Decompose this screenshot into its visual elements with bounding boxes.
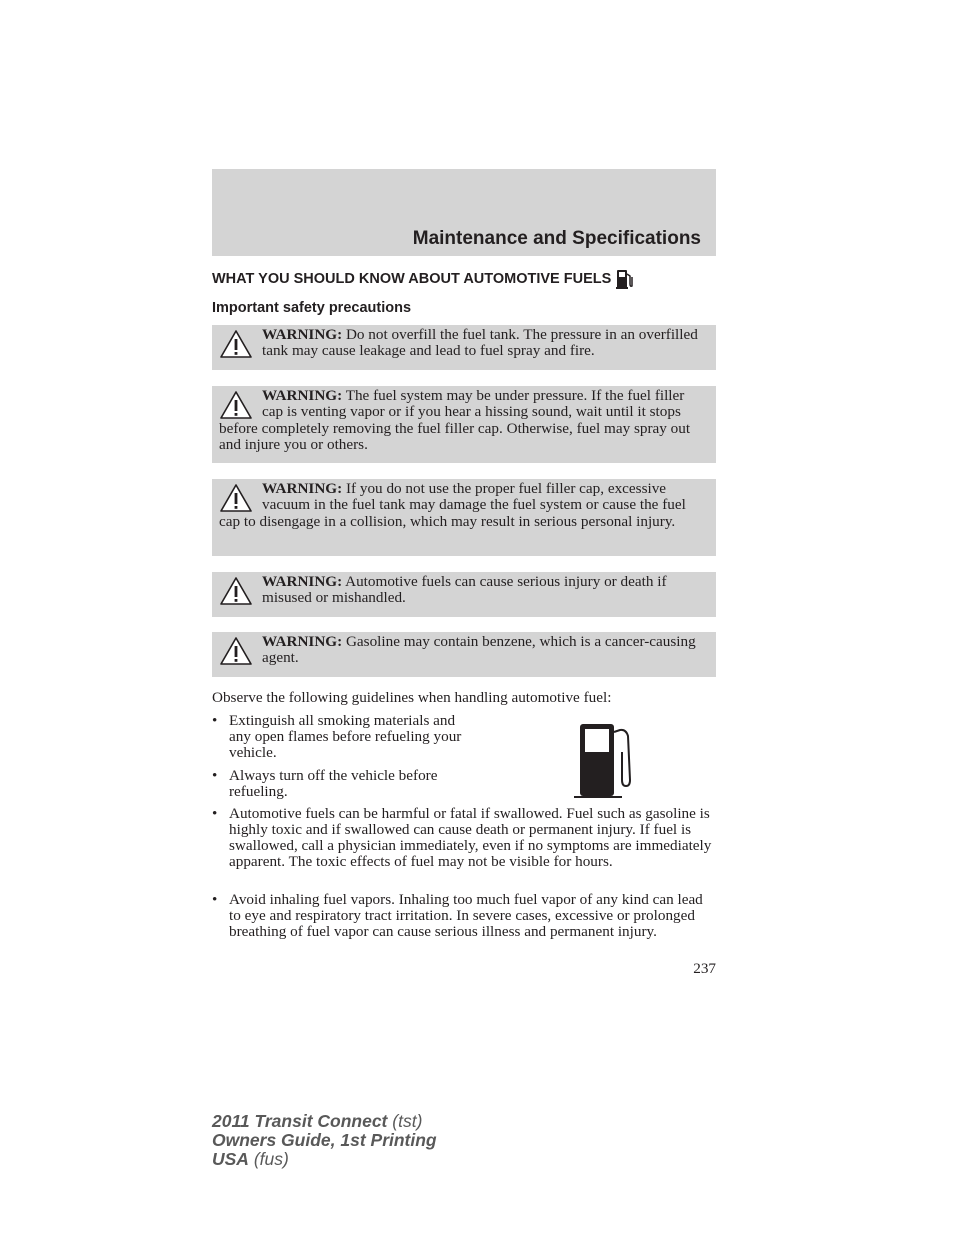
footer-region: USA [212,1149,249,1169]
warning-text: If you do not use the proper fuel filler cap, excessive vacuum in the fuel tank may damage the fuel system or cause the fuel cap to disengage in a collision, which may result in serious personal injury. [219,480,686,530]
guidelines-intro: Observe the following guidelines when handling automotive fuel: [212,689,612,706]
footer-line-guide [212,1131,437,1150]
list-item-text: Extinguish all smoking materials and any open flames before refueling your vehicle. [229,712,462,761]
chapter-header-band [212,169,716,256]
warning-label: WARNING: [262,573,343,590]
fuel-pump-icon [615,268,635,290]
warning-icon [219,483,253,513]
warning-box [212,572,716,617]
warning-box [212,386,716,463]
list-item [212,892,716,940]
warning-icon [219,576,253,606]
bullet-marker: • [212,805,218,822]
footer-region-code: (fus) [253,1149,289,1169]
warning-text: The fuel system may be under pressure. If the fuel filler cap is venting vapor or if you hear a hissing sound, wait until it stops before completely removing the fuel filler cap. Otherwise, fuel may spray out and injure you or others. [219,387,691,454]
document-footer [212,1112,437,1169]
page-number: 237 [693,960,716,977]
bullet-marker: • [212,891,218,908]
subheading: Important safety precautions [212,300,412,316]
section-heading [212,269,635,289]
warning-text: Do not overfill the fuel tank. The pressure in an overfilled tank may cause leakage and lead to fuel spray and fire. [262,326,698,360]
bullet-marker: • [212,712,218,729]
list-item-text: Avoid inhaling fuel vapors. Inhaling too much fuel vapor of any kind can lead to eye and respiratory tract irritation. In severe cases, excessive or prolonged breathing of fuel vapor can cause serious illness and permanent injury. [229,891,703,940]
warning-box [212,325,716,370]
warning-icon [219,329,253,359]
footer-line-model [212,1112,437,1131]
list-item [212,768,472,800]
fuel-pump-illustration [574,722,636,800]
chapter-title: Maintenance and Specifications [412,228,701,249]
list-item-text: Automotive fuels can be harmful or fatal if swallowed. Fuel such as gasoline is highly toxic and if swallowed can cause death or permanent injury. If fuel is swallowed, call a physician immediately, even if no symptoms are immediately apparent. The toxic effects of fuel may not be visible for hours. [229,805,712,870]
footer-model-code: (tst) [392,1111,423,1131]
warning-box [212,632,716,677]
warning-label: WARNING: [262,633,343,650]
list-item [212,713,462,761]
warning-label: WARNING: [262,387,343,404]
warning-label: WARNING: [262,480,343,497]
warning-label: WARNING: [262,326,343,343]
section-heading-text: WHAT YOU SHOULD KNOW ABOUT AUTOMOTIVE FUELS [212,271,612,287]
warning-text: Automotive fuels can cause serious injury or death if misused or mishandled. [262,573,667,607]
list-item [212,806,716,870]
bullet-marker: • [212,767,218,784]
warning-icon [219,390,253,420]
footer-guide: Owners Guide, 1st Printing [212,1130,437,1150]
footer-line-region [212,1150,437,1169]
footer-model: 2011 Transit Connect [212,1111,388,1131]
warning-text: Gasoline may contain benzene, which is a cancer-causing agent. [262,633,696,667]
list-item-text: Always turn off the vehicle before refueling. [229,767,438,800]
warning-icon [219,636,253,666]
warning-box [212,479,716,556]
